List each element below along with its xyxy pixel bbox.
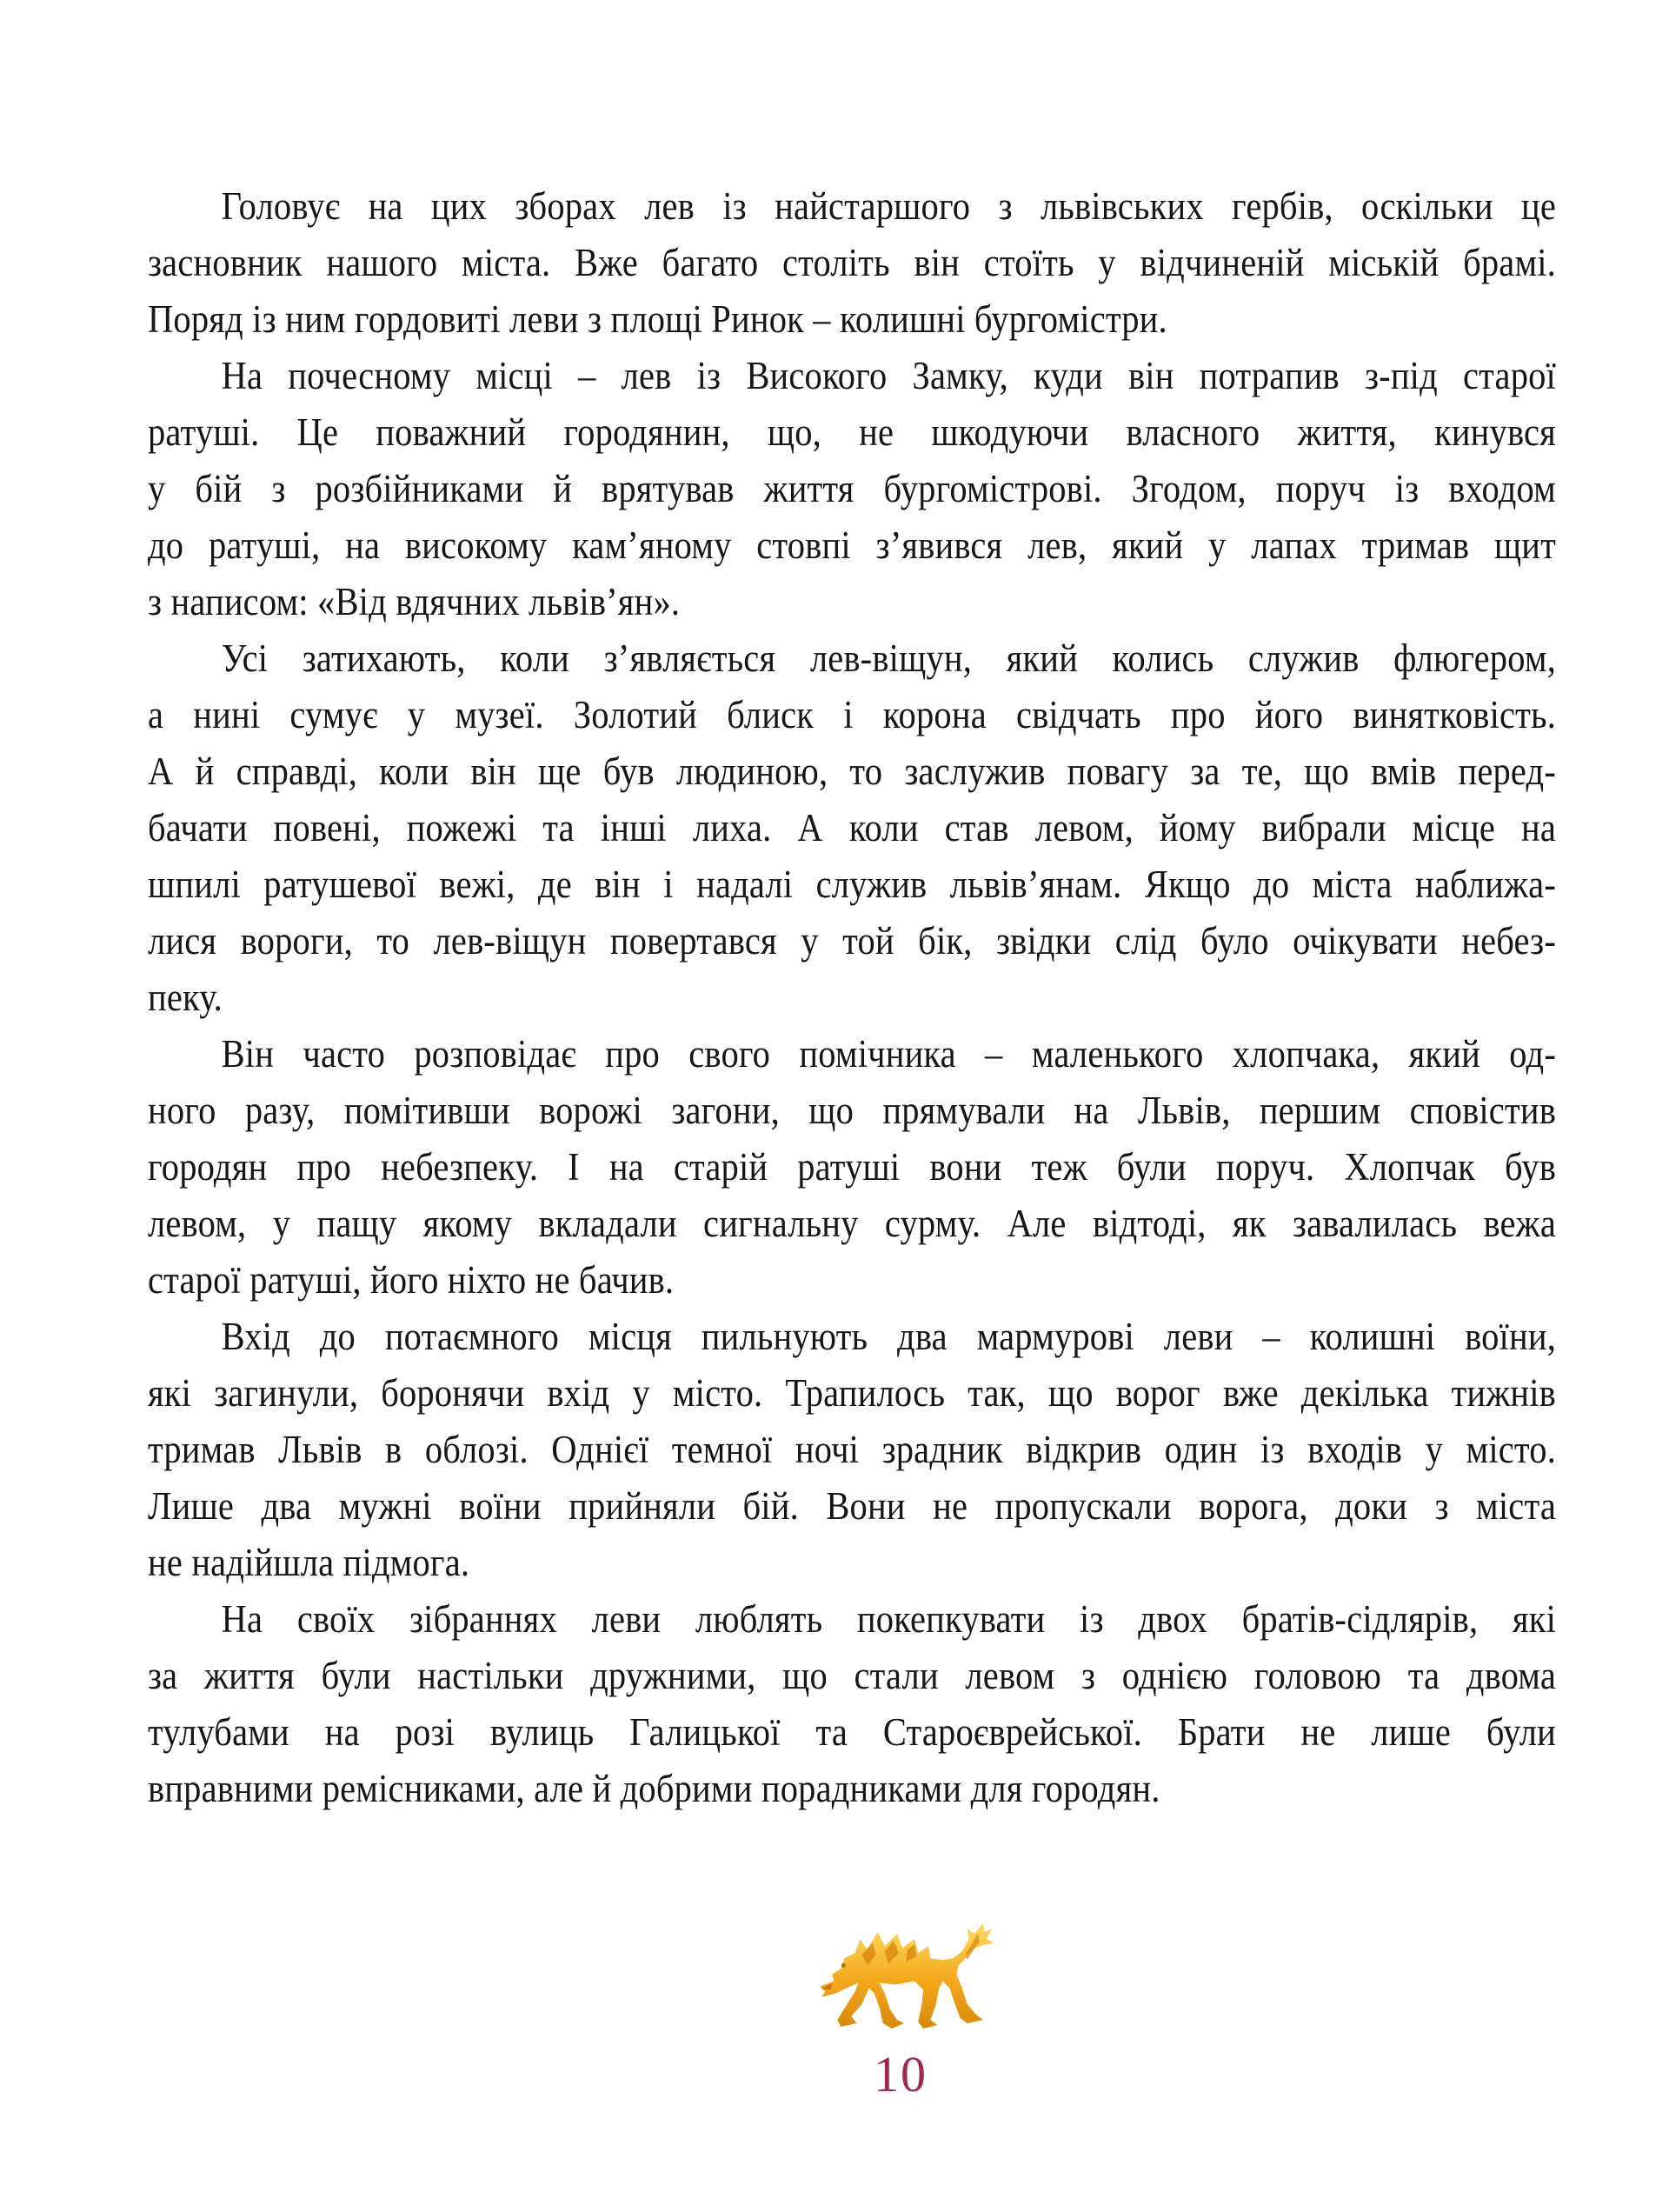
text-line: На почесному місці – лев із Високого Замку, куди він потрапив з-під старої bbox=[221, 354, 1557, 397]
text-line: Лише два мужні воїни прийняли бій. Вони не пропускали ворога, доки з міста bbox=[148, 1484, 1556, 1528]
page-number: 10 bbox=[874, 2046, 928, 2102]
text-line: до ратуші, на високому кам’яному стовпі з’явився лев, який у лапах тримав щит bbox=[148, 523, 1556, 567]
text-line: шпилі ратушевої вежі, де він і надалі служив львів’янам. Якщо до міста наближа- bbox=[148, 863, 1556, 906]
text-line: Поряд із ним гордовиті леви з площі Ринок – колишні бургомістри. bbox=[148, 297, 1167, 341]
lion-icon bbox=[811, 1918, 995, 2040]
text-line: Головує на цих зборах лев із найстаршого з львівських гербів, оскільки це bbox=[221, 184, 1557, 228]
text-line: вправними ремісниками, але й добрими порадниками для городян. bbox=[148, 1767, 1160, 1810]
text-line: А й справді, коли він ще був людиною, то заслужив повагу за те, що вмів перед- bbox=[148, 750, 1556, 793]
text-line: тримав Львів в облозі. Однієї темної ночі зрадник відкрив один із входів у місто. bbox=[148, 1428, 1556, 1471]
text-line: городян про небезпеку. І на старій ратуші вони теж були поруч. Хлопчак був bbox=[148, 1145, 1556, 1189]
text-line: бачати повені, пожежі та інші лиха. А коли став левом, йому вибрали місце на bbox=[148, 806, 1556, 849]
text-line: які загинули, боронячи вхід у місто. Трапилось так, що ворог вже декілька тижнів bbox=[148, 1371, 1556, 1415]
text-line: Він часто розповідає про свого помічника – маленького хлопчака, який од- bbox=[221, 1032, 1557, 1076]
text-line: левом, у пащу якому вкладали сигнальну сурму. Але відтоді, як завалилась вежа bbox=[148, 1202, 1556, 1245]
text-line: На своїх зібраннях леви люблять покепкувати із двох братів-сідлярів, які bbox=[221, 1597, 1557, 1641]
text-line: а нині сумує у музеї. Золотий блиск і корона свідчать про його винятковість. bbox=[148, 693, 1556, 736]
text-line: ратуші. Це поважний городянин, що, не шкодуючи власного життя, кинувся bbox=[148, 410, 1556, 454]
text-line: за життя були настільки дружними, що стали левом з однією головою та двома bbox=[148, 1654, 1556, 1697]
text-line: старої ратуші, його ніхто не бачив. bbox=[148, 1258, 675, 1302]
text-line: тулубами на розі вулиць Галицької та Староєврейської. Брати не лише були bbox=[148, 1710, 1556, 1754]
golden-lion-illustration bbox=[811, 1918, 995, 2040]
text-line: пеку. bbox=[148, 976, 223, 1019]
text-line: з написом: «Від вдячних львів’ян». bbox=[148, 580, 681, 623]
text-line: ного разу, помітивши ворожі загони, що прямували на Львів, першим сповістив bbox=[148, 1089, 1556, 1132]
body-text bbox=[148, 178, 1556, 1817]
text-line: засновник нашого міста. Вже багато століть він стоїть у відчиненій міській брамі. bbox=[148, 241, 1556, 284]
text-line: Вхід до потаємного місця пильнують два мармурові леви – колишні воїни, bbox=[221, 1315, 1557, 1358]
text-line: лися вороги, то лев-віщун повертався у той бік, звідки слід було очікувати небез- bbox=[148, 919, 1556, 963]
text-line: у бій з розбійниками й врятував життя бургомістрові. Згодом, поруч із входом bbox=[148, 467, 1556, 510]
text-line: Усі затихають, коли з’являється лев-віщун, який колись служив флюгером, bbox=[221, 636, 1557, 680]
text-line: не надійшла підмога. bbox=[148, 1541, 470, 1584]
